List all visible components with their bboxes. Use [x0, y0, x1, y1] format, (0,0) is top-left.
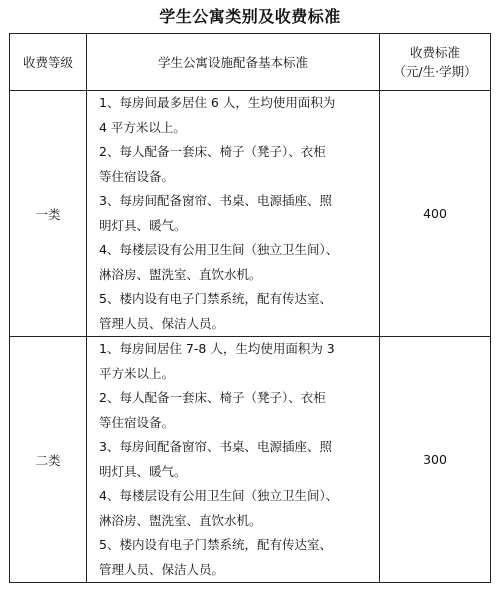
standard-line: 管理人员、保洁人员。 [99, 561, 225, 577]
standard-line: 3、每房间配备窗帘、书桌、电源插座、照 [99, 439, 332, 454]
header-fee-label: 收费标准 [409, 45, 460, 60]
standard-line: 明灯具、暖气。 [99, 463, 187, 479]
standard-line: 淋浴房、盥洗室、直饮水机。 [99, 266, 262, 282]
standard-line: 3、每房间配备窗帘、书桌、电源插座、照 [99, 193, 332, 208]
standard-cell [87, 91, 380, 337]
standard-line: 2、每人配备一套床、椅子（凳子）、衣柜 [99, 390, 326, 405]
table-header-row [10, 34, 491, 91]
standard-line: 4 平方米以上。 [99, 119, 186, 135]
header-fee [380, 34, 491, 91]
standard-line: 1、每房间最多居住 6 人，生均使用面积为 [99, 95, 336, 110]
grade-cell: 二类 [10, 337, 87, 583]
page-title: 学生公寓类别及收费标准 [159, 7, 341, 26]
fee-cell: 300 [380, 337, 491, 583]
standard-line: 5、楼内设有电子门禁系统，配有传达室、 [99, 537, 332, 552]
standard-line: 1、每房间居住 7-8 人，生均使用面积为 3 [99, 341, 335, 356]
grade-cell: 一类 [10, 91, 87, 337]
standard-line: 平方米以上。 [99, 365, 175, 381]
fee-cell: 400 [380, 91, 491, 337]
standard-line: 4、每楼层设有公用卫生间（独立卫生间）、 [99, 488, 339, 503]
standard-line: 等住宿设备。 [99, 414, 175, 430]
fee-standard-table [9, 33, 491, 583]
standard-line: 2、每人配备一套床、椅子（凳子）、衣柜 [99, 144, 326, 159]
standard-line: 4、每楼层设有公用卫生间（独立卫生间）、 [99, 242, 339, 257]
standard-line: 5、楼内设有电子门禁系统，配有传达室、 [99, 291, 332, 306]
standard-line: 等住宿设备。 [99, 168, 175, 184]
header-fee-unit: （元/生·学期） [393, 64, 477, 79]
standard-cell [87, 337, 380, 583]
header-standard: 学生公寓设施配备基本标准 [87, 34, 380, 91]
table-row [10, 91, 491, 337]
header-grade: 收费等级 [10, 34, 87, 91]
table-row [10, 337, 491, 583]
standard-line: 淋浴房、盥洗室、直饮水机。 [99, 512, 262, 528]
standard-line: 明灯具、暖气。 [99, 217, 187, 233]
standard-line: 管理人员、保洁人员。 [99, 315, 225, 331]
